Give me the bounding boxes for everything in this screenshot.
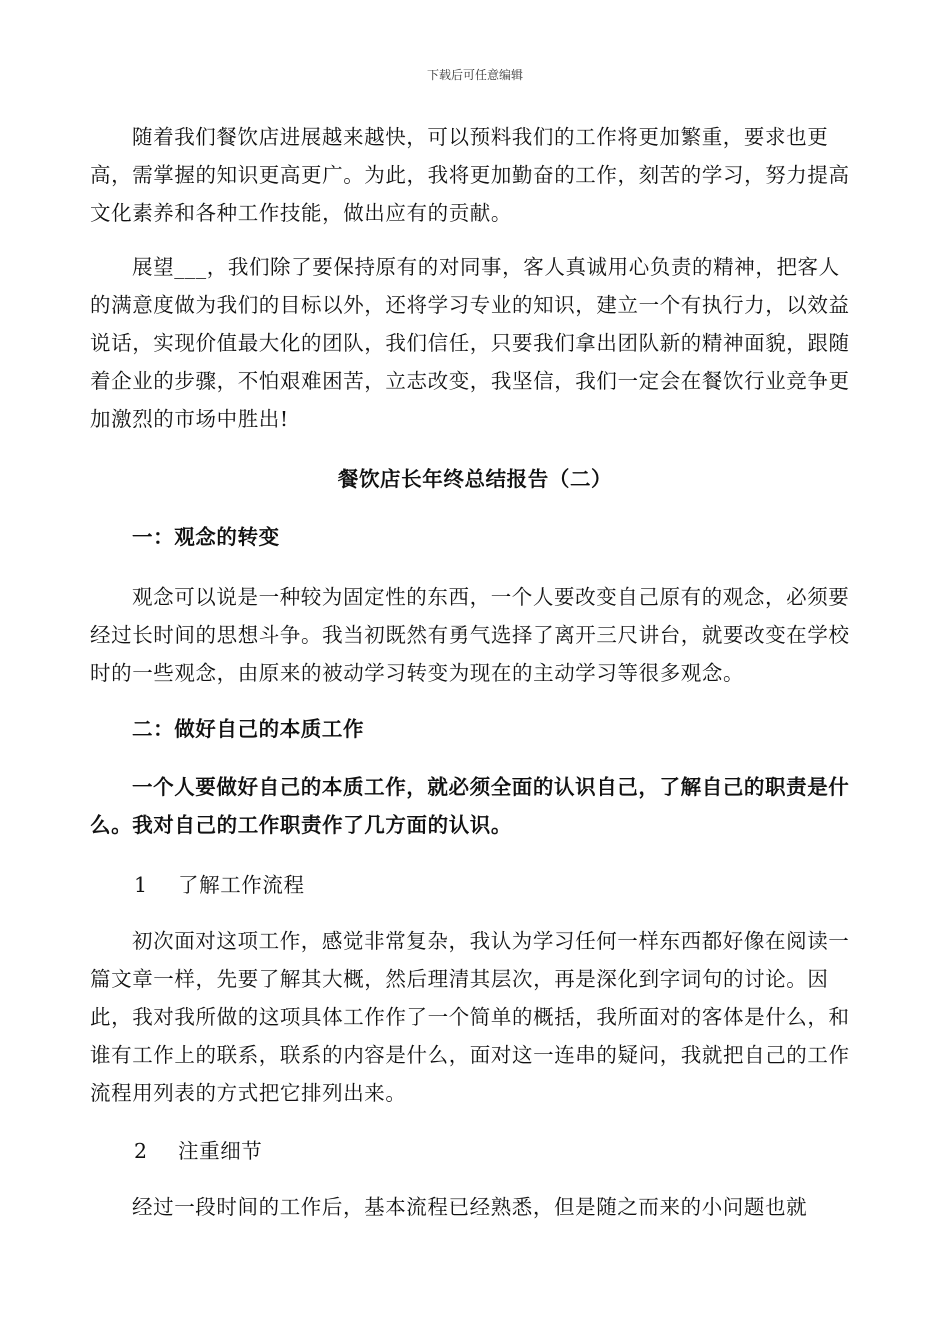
heading-2: 二：做好自己的本质工作 xyxy=(132,717,365,741)
list-item-2 xyxy=(134,1134,262,1164)
paragraph-3: 观念可以说是一种较为固定性的东西，一个人要改变自己原有的观念，必须要经过长时间的思想斗争。我当初既然有勇气选择了离开三尺讲台，就要改变在学校时的一些观念，由原来的被动学习转变为现在的主动学习等很多观念。 xyxy=(90,585,850,685)
paragraph-1: 随着我们餐饮店进展越来越快，可以预料我们的工作将更加繁重，要求也更高，需掌握的知识更高更广。为此，我将更加勤奋的工作，刻苦的学习，努力提高文化素养和各种工作技能，做出应有的贡献。 xyxy=(90,125,850,225)
paragraph-4: 一个人要做好自己的本质工作，就必须全面的认识自己，了解自己的职责是什么。我对自己的工作职责作了几方面的认识。 xyxy=(90,775,850,837)
list-item-1 xyxy=(134,868,305,898)
paragraph-5: 初次面对这项工作，感觉非常复杂，我认为学习任何一样东西都好像在阅读一篇文章一样，先要了解其大概，然后理清其层次，再是深化到字词句的讨论。因此，我对我所做的这项具体工作作了一个简单的概括，我所面对的客体是什么，和谁有工作上的联系，联系的内容是什么，面对这一连串的疑问，我就把自己的工作流程用列表的方式把它排列出来。 xyxy=(90,929,850,1105)
heading-1: 一：观念的转变 xyxy=(132,525,280,549)
list-item-label: 注重细节 xyxy=(178,1139,263,1163)
list-item-label: 了解工作流程 xyxy=(178,873,305,897)
list-item-number: 2 xyxy=(134,1139,148,1163)
paragraph-6: 经过一段时间的工作后，基本流程已经熟悉，但是随之而来的小问题也就 xyxy=(132,1195,808,1219)
paragraph-2: 展望___，我们除了要保持原有的对同事，客人真诚用心负责的精神，把客人的满意度做为我们的目标以外，还将学习专业的知识，建立一个有执行力，以效益说话，实现价值最大化的团队，我们信任，只要我们拿出团队新的精神面貌，跟随着企业的步骤，不怕艰难困苦，立志改变，我坚信，我们一定会在餐饮行业竞争更加激烈的市场中胜出! xyxy=(90,255,850,431)
report-title: 餐饮店长年终总结报告（二） xyxy=(337,467,613,491)
list-item-number: 1 xyxy=(134,873,148,897)
page-header: 下载后可任意编辑 xyxy=(426,68,523,82)
